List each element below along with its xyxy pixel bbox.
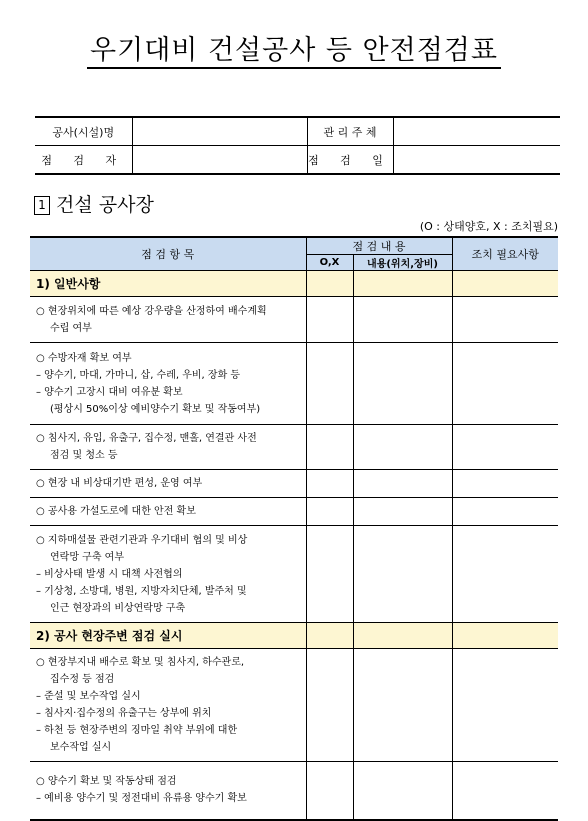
inspector-field[interactable] [132, 146, 307, 175]
inspector-label: 점 검 자 [35, 146, 132, 175]
category-label: 1) 일반사항 [30, 271, 306, 297]
check-item-line: ○ 현장부지내 배수로 확보 및 침사지, 하수관로, [36, 657, 245, 668]
category-row [30, 623, 558, 649]
check-item-line: ○ 지하매설물 관련기관과 우기대비 협의 및 비상 [36, 534, 248, 546]
check-item-line: 수립 여부 [50, 322, 92, 334]
check-item-line: 인근 현장과의 비상연락망 구축 [50, 602, 186, 614]
header-detail: 내용(위치,장비) [353, 255, 452, 271]
ox-cell[interactable] [306, 425, 353, 470]
action-cell[interactable] [452, 470, 558, 498]
page-title [0, 28, 588, 67]
ox-cell[interactable] [306, 271, 353, 297]
check-item-line: – 침사지·집수정의 유출구는 상부에 위치 [36, 708, 212, 719]
action-cell[interactable] [452, 498, 558, 526]
checklist-row [30, 425, 558, 470]
ox-cell[interactable] [306, 343, 353, 425]
detail-cell[interactable] [353, 425, 452, 470]
header-content: 점 검 내 용 [306, 237, 452, 255]
ox-cell[interactable] [306, 649, 353, 762]
detail-cell[interactable] [353, 271, 452, 297]
check-item [30, 297, 306, 343]
action-cell[interactable] [452, 425, 558, 470]
checklist-row [30, 762, 558, 820]
action-cell[interactable] [452, 623, 558, 649]
header-ox: O,X [306, 255, 353, 271]
checklist-row [30, 526, 558, 623]
date-field[interactable] [393, 146, 560, 175]
checklist-row [30, 297, 558, 343]
info-row-2 [35, 146, 560, 175]
ox-cell[interactable] [306, 762, 353, 820]
manager-field[interactable] [393, 117, 560, 146]
manager-label: 관 리 주 체 [307, 117, 393, 146]
action-cell[interactable] [452, 297, 558, 343]
check-item-line: ○ 현장위치에 따른 예상 강우량을 산정하여 배수계획 [36, 305, 267, 317]
legend-note: (O : 상태양호, X : 조치필요) [419, 220, 558, 233]
detail-cell[interactable] [353, 762, 452, 820]
check-item [30, 649, 306, 762]
check-item-line: 집수정 등 점검 [50, 674, 115, 685]
checklist-row [30, 498, 558, 526]
check-item-line: – 양수기 고장시 대비 여유분 확보 [36, 386, 183, 398]
check-item [30, 470, 306, 498]
check-item-line: 연락망 구축 여부 [50, 551, 124, 563]
detail-cell[interactable] [353, 297, 452, 343]
facility-field[interactable] [132, 117, 307, 146]
checklist-row [30, 649, 558, 762]
header-item: 점 검 항 목 [30, 237, 306, 271]
check-item-line: – 기상청, 소방대, 병원, 지방자치단체, 발주처 및 [36, 585, 247, 597]
check-item [30, 425, 306, 470]
detail-cell[interactable] [353, 343, 452, 425]
action-cell[interactable] [452, 343, 558, 425]
ox-cell[interactable] [306, 623, 353, 649]
info-table [35, 116, 560, 175]
check-item-line: (평상시 50%이상 예비양수기 확보 및 작동여부) [50, 403, 261, 415]
checklist-row [30, 343, 558, 425]
info-row-1 [35, 117, 560, 146]
check-item [30, 498, 306, 526]
check-item-line: – 양수기, 마대, 가마니, 삽, 수레, 우비, 장화 등 [36, 369, 241, 381]
check-item-line: 점검 및 청소 등 [50, 450, 118, 461]
category-row [30, 271, 558, 297]
facility-label: 공사(시설)명 [35, 117, 132, 146]
check-item [30, 762, 306, 820]
ox-cell[interactable] [306, 297, 353, 343]
action-cell[interactable] [452, 526, 558, 623]
action-cell[interactable] [452, 271, 558, 297]
category-label: 2) 공사 현장주변 점검 실시 [30, 623, 306, 649]
check-item-line: ○ 공사용 가설도로에 대한 안전 확보 [36, 506, 196, 517]
check-item-line: 보수작업 실시 [50, 742, 112, 753]
check-item-line: ○ 수방자재 확보 여부 [36, 352, 132, 364]
header-row-1 [30, 237, 558, 255]
ox-cell[interactable] [306, 470, 353, 498]
section-heading [34, 190, 154, 217]
ox-cell[interactable] [306, 498, 353, 526]
action-cell[interactable] [452, 649, 558, 762]
checklist-row [30, 470, 558, 498]
header-action: 조치 필요사항 [452, 237, 558, 271]
date-label: 점 검 일 [307, 146, 393, 175]
check-item-line: ○ 현장 내 비상대기반 편성, 운영 여부 [36, 478, 203, 489]
check-item-line: ○ 침사지, 유입, 유출구, 집수정, 맨홀, 연결관 사전 [36, 433, 257, 444]
check-item-line: – 비상사태 발생 시 대책 사전협의 [36, 568, 183, 580]
check-item-line: ○ 양수기 확보 및 작동상태 점검 [36, 776, 177, 788]
check-item-line: – 하천 등 현장주변의 징마일 취약 부위에 대한 [36, 725, 238, 736]
detail-cell[interactable] [353, 470, 452, 498]
detail-cell[interactable] [353, 649, 452, 762]
check-item-line: – 준설 및 보수작업 실시 [36, 691, 141, 702]
check-item [30, 343, 306, 425]
checklist-table [30, 236, 558, 821]
action-cell[interactable] [452, 762, 558, 820]
section-number: 1 [34, 196, 50, 215]
section-title: 건설 공사장 [56, 194, 154, 216]
page-title-text: 우기대비 건설공사 등 안전점검표 [87, 35, 501, 69]
detail-cell[interactable] [353, 623, 452, 649]
detail-cell[interactable] [353, 526, 452, 623]
check-item-line: – 예비용 양수기 및 정전대비 유류용 양수기 확보 [36, 793, 247, 805]
ox-cell[interactable] [306, 526, 353, 623]
check-item [30, 526, 306, 623]
detail-cell[interactable] [353, 498, 452, 526]
